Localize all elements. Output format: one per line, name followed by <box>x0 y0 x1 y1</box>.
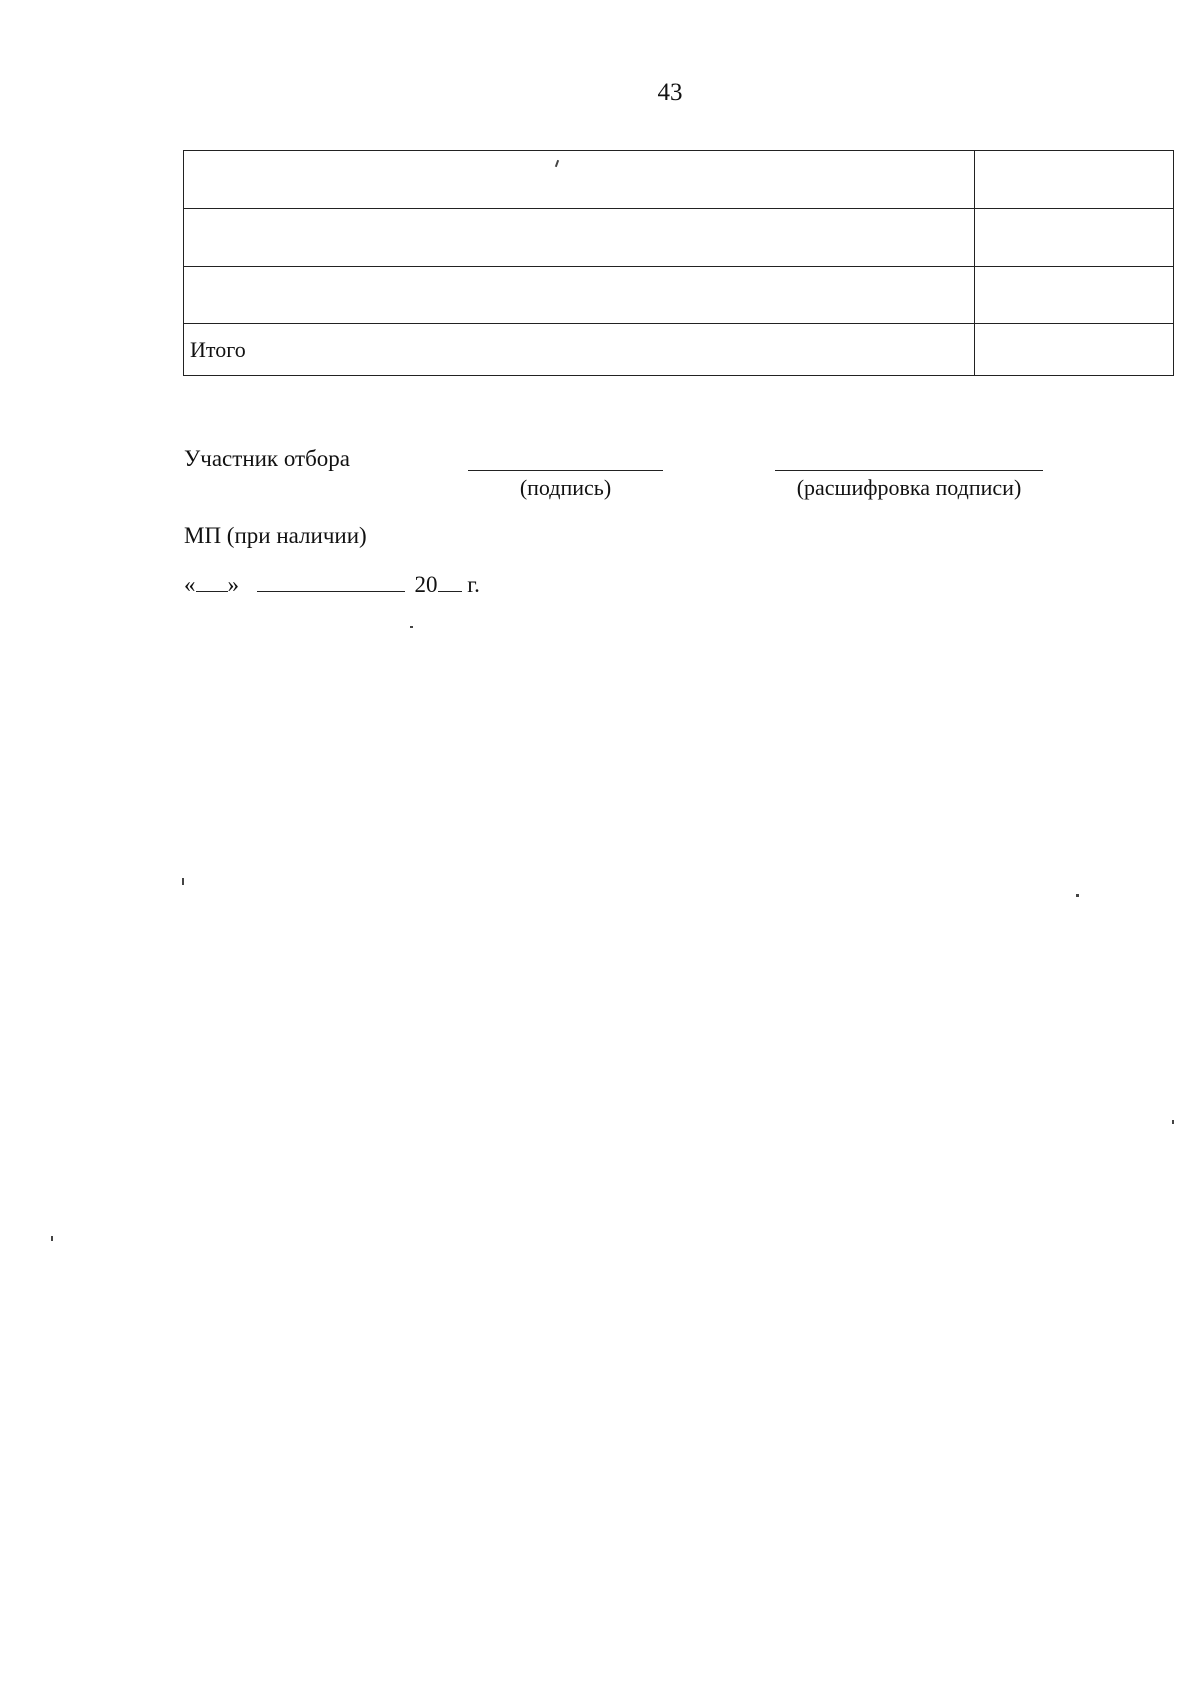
year-suffix: г. <box>467 572 480 597</box>
table-cell-value <box>975 208 1174 266</box>
table-row <box>184 208 1174 266</box>
date-line <box>184 571 480 599</box>
signature-line <box>468 470 663 471</box>
table-cell-value <box>975 151 1174 209</box>
decoding-caption: (расшифровка подписи) <box>796 475 1022 500</box>
date-close-quote: » <box>227 572 239 597</box>
decoding-line <box>775 470 1043 471</box>
table-row <box>184 151 1174 209</box>
signature-caption: (подпись) <box>519 475 612 500</box>
table-cell-label <box>184 266 975 324</box>
table-row <box>184 266 1174 324</box>
date-open-quote: « <box>184 572 196 597</box>
scan-speck <box>410 626 413 628</box>
year-blank <box>438 571 462 592</box>
scan-speck <box>1172 1120 1174 1124</box>
summary-table <box>183 150 1174 376</box>
table-cell-label <box>184 151 975 209</box>
participant-label: Участник отбора <box>184 446 351 471</box>
page-number: 43 <box>657 79 683 106</box>
scan-speck <box>51 1236 53 1241</box>
table-cell-total-value <box>975 324 1174 376</box>
table-row-total <box>184 324 1174 376</box>
year-prefix: 20 <box>414 572 438 597</box>
scan-speck <box>182 878 184 885</box>
scan-speck <box>1076 894 1079 897</box>
table-cell-label <box>184 208 975 266</box>
table-cell-value <box>975 266 1174 324</box>
day-blank <box>196 571 228 592</box>
table-cell-total-label: Итого <box>184 324 975 376</box>
stamp-label: МП (при наличии) <box>184 523 367 548</box>
month-blank <box>257 571 405 592</box>
